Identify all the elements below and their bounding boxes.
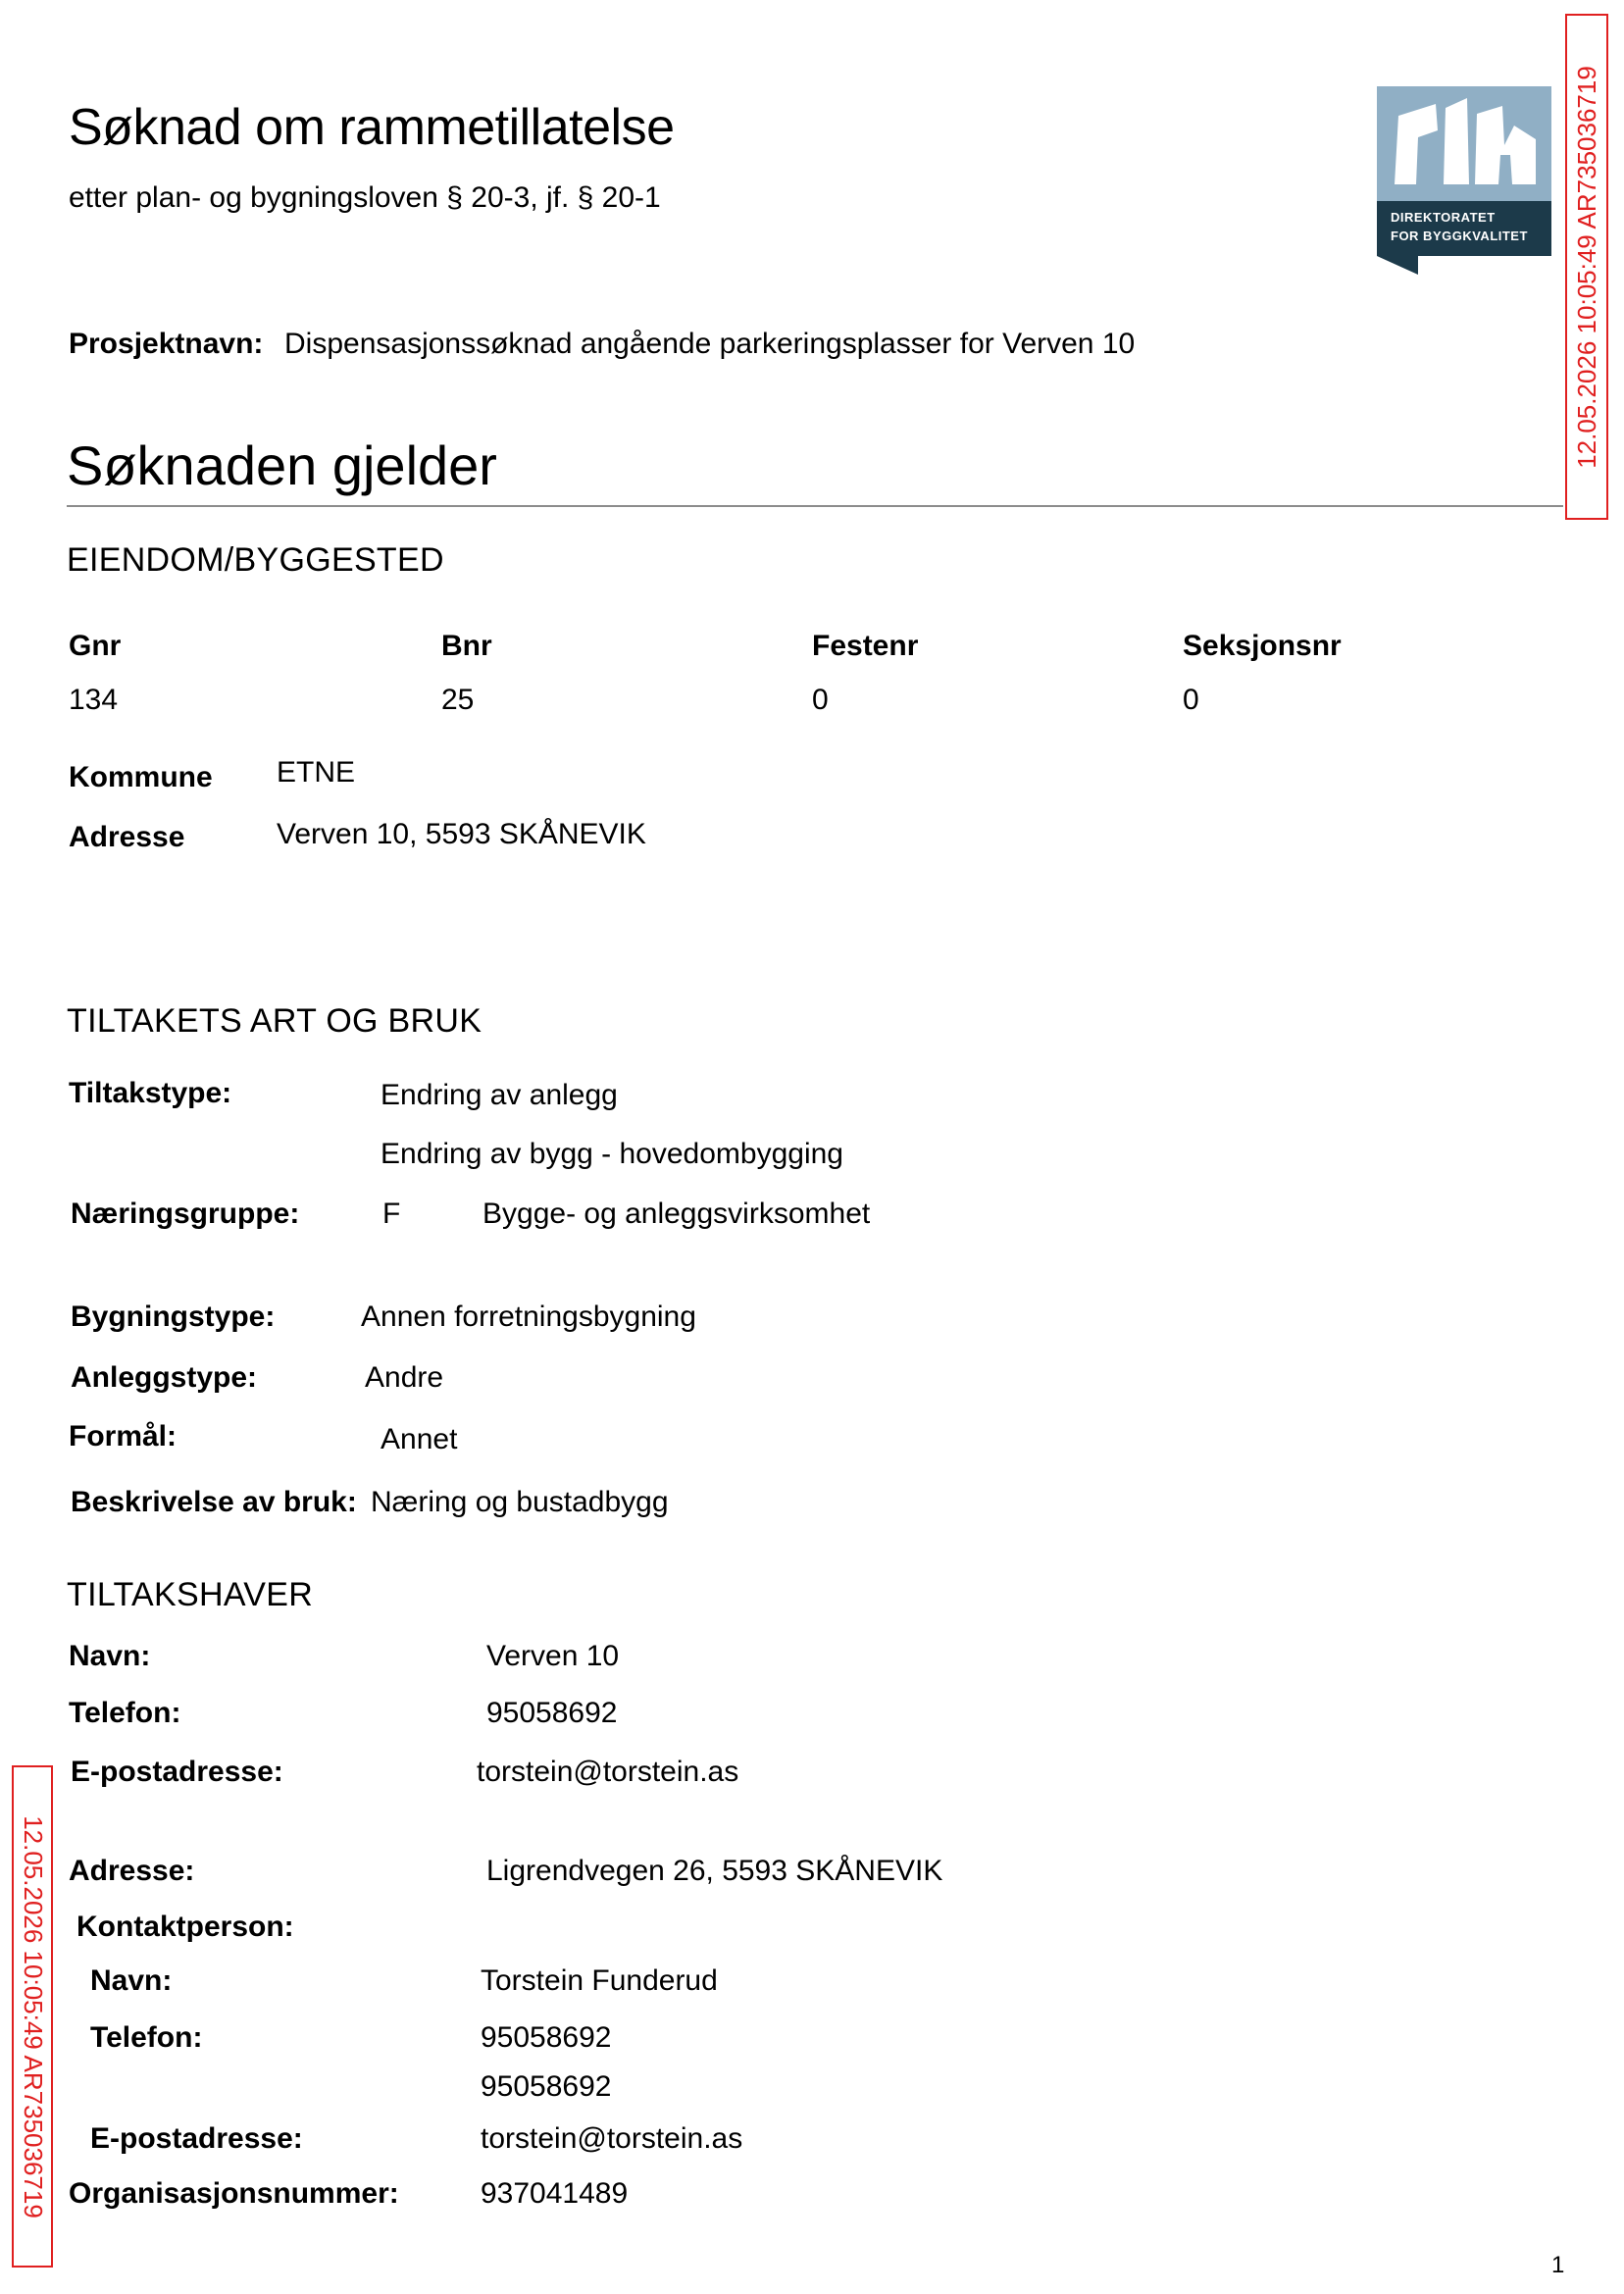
kontakt-epost-value: torstein@torstein.as [481,2122,743,2155]
formal-value: Annet [381,1423,458,1455]
logo-line2: FOR BYGGKVALITET [1391,229,1528,243]
adresse-value: Verven 10, 5593 SKÅNEVIK [277,818,646,850]
kommune-value: ETNE [277,756,356,789]
section-title: Søknaden gjelder [67,434,497,496]
tiltakstype-item: Endring av bygg - hovedombygging [381,1138,843,1170]
stamp-text: 12.05.2026 10:05:49 AR735036719 [1571,65,1601,469]
col-seksjonsnr: Seksjonsnr [1183,630,1342,662]
project-label: Prosjektnavn: [69,328,264,360]
owner-adresse-value: Ligrendvegen 26, 5593 SKÅNEVIK [486,1855,943,1887]
stamp-text: 12.05.2026 10:05:49 AR735036719 [18,1814,48,2218]
value-gnr: 134 [69,684,119,716]
dibk-logo [1377,86,1551,275]
property-heading: EIENDOM/BYGGESTED [67,541,444,579]
orgnr-value: 937041489 [481,2177,629,2210]
formal-label: Formål: [69,1420,178,1453]
section-divider [67,505,1563,507]
owner-navn-label: Navn: [69,1640,151,1672]
owner-epost-label: E-postadresse: [71,1756,283,1788]
project-value: Dispensasjonssøknad angående parkeringsplasser for Verven 10 [284,328,1136,360]
kommune-label: Kommune [69,761,213,793]
col-gnr: Gnr [69,630,122,662]
measure-heading: TILTAKETS ART OG BRUK [67,1002,482,1040]
bygningstype-label: Bygningstype: [71,1300,276,1333]
adresse-label: Adresse [69,821,185,853]
naeringsgruppe-code: F [382,1198,401,1230]
archive-stamp-top [1565,14,1608,520]
kontakt-navn-value: Torstein Funderud [481,1964,718,1997]
owner-telefon-label: Telefon: [69,1697,181,1729]
bygningstype-value: Annen forretningsbygning [361,1300,696,1333]
kontaktperson-label: Kontaktperson: [76,1911,294,1943]
tiltakstype-item: Endring av anlegg [381,1079,618,1111]
beskrivelse-value: Næring og bustadbygg [371,1486,669,1518]
kontakt-epost-label: E-postadresse: [90,2122,303,2155]
value-bnr: 25 [441,684,475,716]
document-title: Søknad om rammetillatelse [69,99,675,156]
owner-adresse-label: Adresse: [69,1855,195,1887]
document-subtitle: etter plan- og bygningsloven § 20-3, jf. § 20-1 [69,181,661,214]
anleggstype-value: Andre [365,1361,444,1394]
value-seksjonsnr: 0 [1183,684,1199,716]
beskrivelse-label: Beskrivelse av bruk: [71,1486,357,1518]
kontakt-telefon-value: 95058692 [481,2021,612,2054]
naeringsgruppe-label: Næringsgruppe: [71,1198,300,1230]
logo-mark-icon [1377,86,1551,275]
logo-line1: DIREKTORATET [1391,210,1496,225]
anleggstype-label: Anleggstype: [71,1361,258,1394]
owner-navn-value: Verven 10 [486,1640,620,1672]
col-festenr: Festenr [812,630,919,662]
orgnr-label: Organisasjonsnummer: [69,2177,399,2210]
page-number: 1 [1551,2252,1565,2278]
col-bnr: Bnr [441,630,492,662]
kontakt-telefon-value: 95058692 [481,2070,612,2103]
tiltakstype-label: Tiltakstype: [69,1077,232,1109]
owner-heading: TILTAKSHAVER [67,1576,314,1613]
kontakt-navn-label: Navn: [90,1964,173,1997]
owner-epost-value: torstein@torstein.as [477,1756,739,1788]
naeringsgruppe-value: Bygge- og anleggsvirksomhet [482,1198,871,1230]
kontakt-telefon-label: Telefon: [90,2021,203,2054]
value-festenr: 0 [812,684,829,716]
owner-telefon-value: 95058692 [486,1697,618,1729]
archive-stamp-bottom [12,1765,53,2268]
